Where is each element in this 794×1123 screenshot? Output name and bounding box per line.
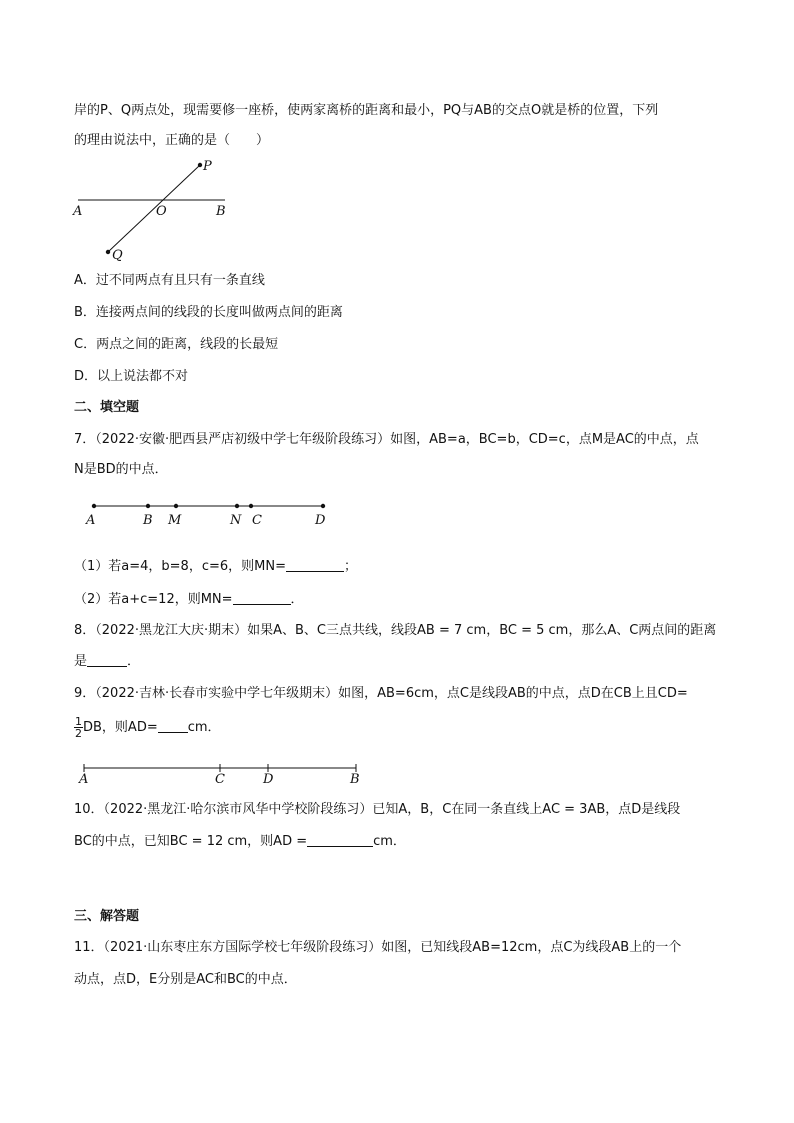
q7-sub2-text: （2）若a+c=12，则MN= [74,592,233,607]
label-b: B [350,772,360,786]
q7-sub1-blank[interactable] [286,557,344,572]
q9-fraction [74,716,83,739]
q7-text-line2: N是BD的中点． [74,462,168,477]
q8-blank[interactable] [87,652,127,667]
q6-text-line1: 岸的P、Q两点处，现需要修一座桥，使两家离桥的距离和最小，PQ与AB的交点O就是桥的位置，下列 [74,103,659,118]
q7-sub2 [74,590,304,610]
q9-figure [76,760,366,786]
q8-text-line2 [74,652,140,672]
label-a: A [79,772,89,786]
point-c [249,504,253,508]
label-a: A [73,204,83,219]
label-d: D [315,513,326,528]
q7-sub2-end: ． [290,592,304,607]
line-pq [108,165,200,252]
q9-frac-num: 1 [75,715,82,728]
q9-text-line2 [74,714,221,742]
point-b [146,504,150,508]
label-p: P [203,159,212,174]
q9-line2-text: DB，则AD= [83,720,158,735]
section-fill-in-heading: 二、填空题 [74,400,140,415]
q7-text-line1: 7．（2022·安徽·肥西县严店初级中学七年级阶段练习）如图，AB=a，BC=b，CD=c，点M是AC的中点，点 [74,432,699,447]
label-c: C [252,513,262,528]
q9-line2-end: cm． [187,720,221,735]
label-d: D [263,772,274,786]
label-m: M [168,513,182,528]
point-d [321,504,325,508]
label-q: Q [112,248,123,263]
q8-text-line1: 8．（2022·黑龙江大庆·期末）如果A、B、C三点共线，线段AB = 7 cm，BC = 5 cm，那么A、C两点间的距离 [74,623,717,638]
label-o: O [156,204,167,219]
label-b: B [216,204,226,219]
point-n [235,504,239,508]
q9-text-line1: 9．（2022·吉林·长春市实验中学七年级期末）如图，AB=6cm，点C是线段AB的中点，点D在CB上且CD= [74,686,688,701]
q6-option-d: D．以上说法都不对 [74,369,189,384]
q6-option-b: B．连接两点间的线段的长度叫做两点间的距离 [74,305,343,320]
q6-option-a: A．过不同两点有且只有一条直线 [74,273,265,288]
label-b: B [143,513,153,528]
q10-line2-text: BC的中点，已知BC = 12 cm，则AD = [74,834,308,849]
q7-sub1-end: ； [343,559,357,574]
q7-figure [80,495,340,529]
label-c: C [215,772,225,786]
q9-frac-den: 2 [75,727,82,740]
point-p [198,163,202,167]
point-m [174,504,178,508]
q10-text-line1: 10．（2022·黑龙江·哈尔滨市风华中学校阶段练习）已知A，B，C在同一条直线上AC = 3AB，点D是线段 [74,802,681,817]
q11-text-line1: 11．（2021·山东枣庄东方国际学校七年级阶段练习）如图，已知线段AB=12cm，点C为线段AB上的一个 [74,940,682,955]
q10-blank[interactable] [307,832,373,847]
q10-text-line2 [74,832,406,852]
q8-line2-text: 是 [74,654,88,669]
q6-option-c: C．两点之间的距离，线段的长最短 [74,337,279,352]
q6-figure [70,155,240,265]
q10-line2-end: cm． [373,834,406,849]
q6-text-line2: 的理由说法中，正确的是（ ） [74,133,270,148]
q11-text-line2: 动点，点D，E分别是AC和BC的中点． [74,972,297,987]
section-answer-heading: 三、解答题 [74,909,140,924]
q8-line2-end: ． [127,654,141,669]
point-q [106,250,110,254]
q7-sub1 [74,557,357,577]
q9-blank[interactable] [158,718,188,733]
q7-sub2-blank[interactable] [233,590,291,605]
point-a [92,504,96,508]
label-a: A [86,513,96,528]
q7-sub1-text: （1）若a=4，b=8，c=6，则MN= [74,559,286,574]
label-n: N [230,513,242,528]
